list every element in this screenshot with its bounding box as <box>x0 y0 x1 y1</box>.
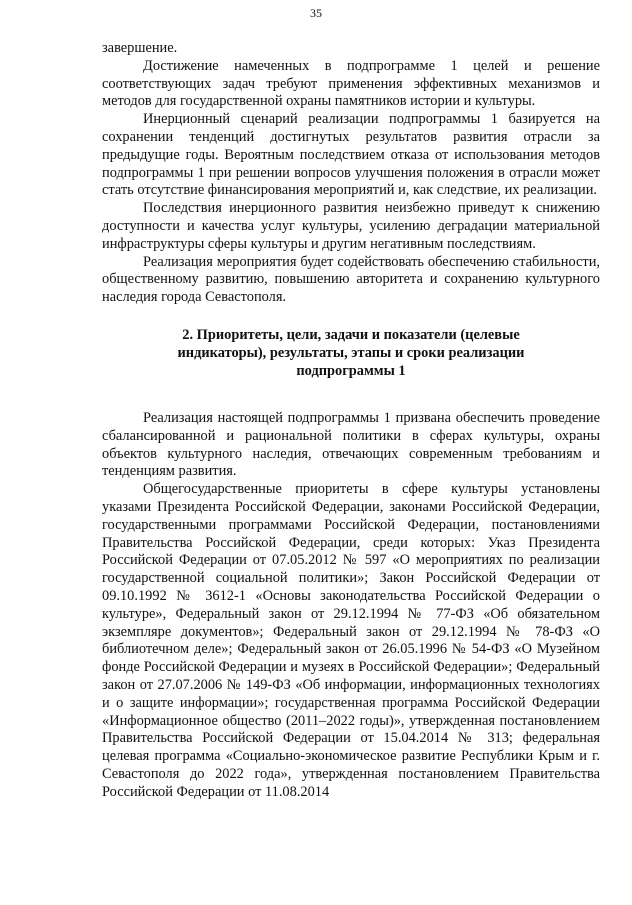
section-heading <box>102 326 600 380</box>
paragraph: Последствия инерционного развития неизбежно приведут к снижению доступности и качества услуг культуры, усилению деградации материальной инфраструктуры сферы культуры и другим негативным последствиям. <box>102 200 600 252</box>
paragraph-continuation: завершение. <box>102 40 178 56</box>
paragraph: Реализация мероприятия будет содействовать обеспечению стабильности, общественному развитию, повышению авторитета и сохранению культурного наследия города Севастополя. <box>102 253 600 306</box>
section-heading-line: индикаторы), результаты, этапы и сроки реализации <box>177 344 525 361</box>
paragraph: Инерционный сценарий реализации подпрограммы 1 базируется на сохранении тенденций достигнутых результатов развития отрасли за предыдущие годы. Вероятным последствием отказа от использования методов подпрограммы 1 при решении вопросов улучшения положения в отрасли может стать отсутствие финансирования мероприятий и, как следствие, их реализации. <box>102 111 600 199</box>
section-heading-line: 2. Приоритеты, цели, задачи и показатели (целевые <box>182 326 520 343</box>
document-body <box>102 40 600 801</box>
section-heading-line: подпрограммы 1 <box>296 362 406 379</box>
paragraph: Реализация настоящей подпрограммы 1 призвана обеспечить проведение сбалансированной и рациональной политики в сферах культуры, охраны объектов культурного наследия, отвечающих современным требованиям и тенденциям развития. <box>102 409 600 480</box>
page-number: 35 <box>310 6 322 20</box>
paragraph: Достижение намеченных в подпрограмме 1 целей и решение соответствующих задач требуют применения эффективных механизмов и методов для государственной охраны памятников истории и культуры. <box>102 57 600 110</box>
paragraph: Общегосударственные приоритеты в сфере культуры установлены указами Президента Российской Федерации, законами Российской Федерации, государственными программами Российской Федерации, постановлениями Правительства Российской Федерации, среди которых: Указ Президента Российской Федерации от 07.05.2012 № 597 «О мероприятиях по реализации государственной социальной политики»; Закон Российской Федерации от 09.10.1992 № 3612-1 «Основы законодательства Российской Федерации о культуре», Федеральный закон от 29.12.1994 № 77-ФЗ «Об обязательном экземпляре документов»; Федеральный закон от 29.12.1994 № 78-ФЗ «О библиотечном деле»; Федеральный закон от 26.05.1996 № 54-ФЗ «О Музейном фонде Российской Федерации и музеях в Российской Федерации»; Федеральный закон от 27.07.2006 № 149-ФЗ «Об информации, информационных технологиях и о защите информации»; государственная программа Российской Федерации «Информационное общество (2011–2022 годы)», утвержденная постановлением Правительства Российской Федерации от 15.04.2014 № 313; федеральная целевая программа «Социально-экономическое развитие Республики Крым и г. Севастополя до 2022 года», утвержденная постановлением Правительства Российской Федерации от 11.08.2014 <box>102 481 600 800</box>
